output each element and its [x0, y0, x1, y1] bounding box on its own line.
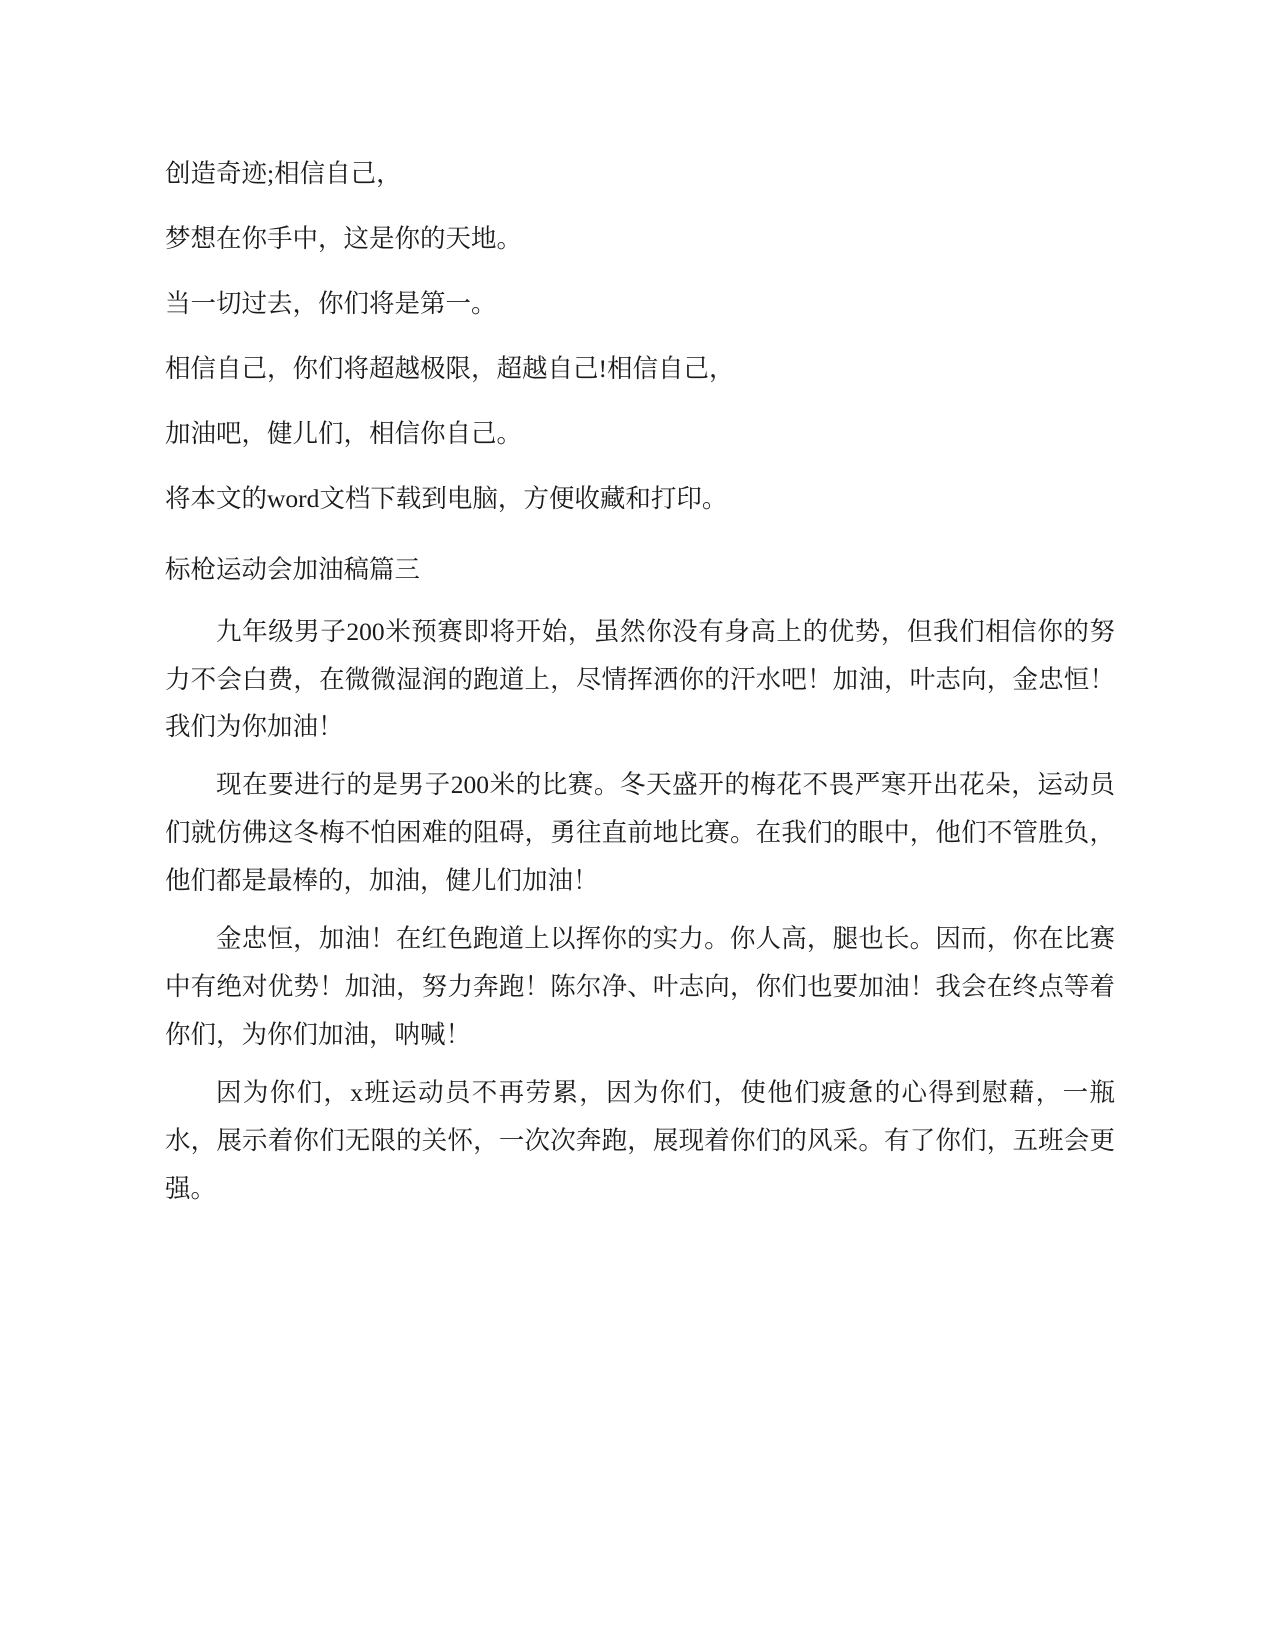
text-paragraph: 当一切过去，你们将是第一。	[165, 288, 497, 318]
text-paragraph: 相信自己，你们将超越极限，超越自己!相信自己，	[165, 353, 735, 383]
text-paragraph: 加油吧，健儿们，相信你自己。	[165, 418, 523, 448]
text-paragraph: 梦想在你手中，这是你的天地。	[165, 223, 523, 253]
text-paragraph: 金忠恒，加油！在红色跑道上以挥你的实力。你人高，腿也长。因而，你在比赛中有绝对优势！加油，努力奔跑！陈尔净、叶志向，你们也要加油！我会在终点等着你们，为你们加油，呐喊！	[165, 924, 1115, 1050]
download-note-paragraph: 将本文的word文档下载到电脑，方便收藏和打印。	[165, 483, 728, 513]
section-heading: 标枪运动会加油稿篇三	[165, 554, 421, 584]
text-paragraph: 九年级男子200米预赛即将开始，虽然你没有身高上的优势，但我们相信你的努力不会白费，在微微湿润的跑道上，尽情挥洒你的汗水吧！加油，叶志向，金忠恒！我们为你加油！	[165, 616, 1115, 742]
text-paragraph: 现在要进行的是男子200米的比赛。冬天盛开的梅花不畏严寒开出花朵，运动员们就仿佛这冬梅不怕困难的阻碍，勇往直前地比赛。在我们的眼中，他们不管胜负，他们都是最棒的，加油，健儿们加油！	[165, 770, 1115, 896]
text-paragraph: 创造奇迹;相信自己，	[165, 159, 402, 188]
text-paragraph: 因为你们，x班运动员不再劳累，因为你们，使他们疲惫的心得到慰藉，一瓶水，展示着你们无限的关怀，一次次奔跑，展现着你们的风采。有了你们，五班会更强。	[165, 1078, 1115, 1203]
document-body	[165, 150, 1115, 1213]
